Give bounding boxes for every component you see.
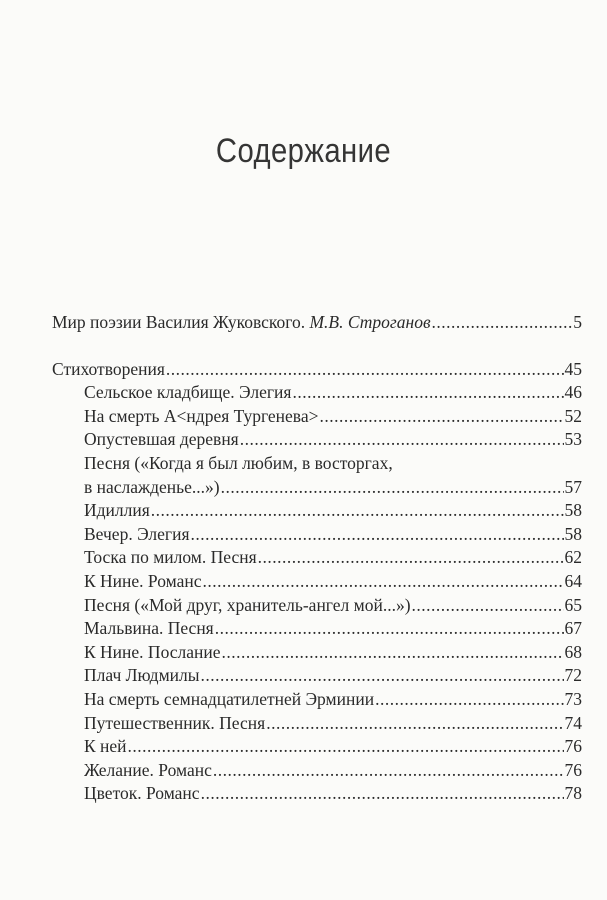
toc-entry-title-line1: Песня («Когда я был любим, в восторгах, [84,452,393,473]
toc-entry-title: К Нине. Послание [84,641,221,662]
toc-entry-title: Вечер. Элегия [84,523,190,544]
toc-entry-title: К ней [84,736,127,757]
leader-dots [213,759,564,783]
toc-entry-title: Желание. Романс [84,759,212,780]
toc-entry [84,523,582,547]
toc-entry [84,617,582,641]
leader-dots [412,594,564,618]
toc-entry-title: Тоска по милом. Песня [84,547,257,568]
toc-entry [84,688,582,712]
toc-entry-page: 72 [564,665,582,686]
toc-entry-title: Путешественник. Песня [84,712,266,733]
toc-entry-page: 53 [564,429,582,450]
toc-entry-page: 5 [573,312,582,332]
toc-entry [84,782,582,806]
toc-entry-page: 45 [564,358,582,379]
toc-entry-page: 67 [564,618,582,639]
leader-dots [151,499,564,523]
toc-entry [84,405,582,429]
toc-entry-title: На смерть семнадцатилетней Эрминии [84,688,375,709]
leader-dots [240,428,564,452]
toc-entry-page: 46 [564,382,582,403]
toc-entry-title: Сельское кладбище. Элегия [84,382,292,403]
leader-dots [292,381,563,405]
toc-entry-page: 76 [564,759,582,780]
toc-entry [84,570,582,594]
toc-entry [84,735,582,759]
leader-dots [166,358,564,382]
toc-entry-page: 64 [564,570,582,591]
toc-entry [84,594,582,618]
toc-section-heading [52,358,582,382]
leader-dots [258,546,564,570]
toc-entry-page: 57 [564,476,582,497]
toc-entry-title: Песня («Мой друг, хранитель-ангел мой...») [84,594,411,615]
toc-entry [84,664,582,688]
toc-entry-page: 58 [564,500,582,521]
toc-entry [84,499,582,523]
toc-entry-intro [52,311,582,335]
toc-entry [84,546,582,570]
toc-entry-page: 78 [564,783,582,804]
toc-entry-page: 58 [564,523,582,544]
leader-dots [203,570,564,594]
spacer [52,335,582,358]
leader-dots [191,523,564,547]
page-title: Содержание [215,132,392,170]
table-of-contents [52,311,582,806]
leader-dots [128,735,564,759]
toc-entry-page: 62 [564,547,582,568]
toc-entry-author: М.В. Строганов [309,312,431,332]
leader-dots [222,641,564,665]
toc-entry [84,381,582,405]
toc-entry-title: Цветок. Романс [84,783,200,804]
toc-entry-page: 68 [564,641,582,662]
toc-entry-page: 74 [564,712,582,733]
toc-entry [84,712,582,736]
toc-entry-title: К Нине. Романс [84,570,202,591]
toc-entry [84,759,582,783]
toc-entry-page: 73 [564,688,582,709]
leader-dots [319,405,563,429]
toc-entry-title: Мир поэзии Василия Жуковского. М.В. Строганов [52,312,431,332]
toc-entry-title: Плач Людмилы [84,665,200,686]
toc-entry-page: 52 [564,405,582,426]
toc-entry [84,476,582,500]
leader-dots [215,617,564,641]
toc-entry [84,428,582,452]
leader-dots [432,311,573,335]
toc-entry-title: Опустевшая деревня [84,429,239,450]
leader-dots [266,712,563,736]
leader-dots [201,782,564,806]
leader-dots [201,664,564,688]
toc-entry-title: Стихотворения [52,358,165,379]
toc-entry-title: в наслажденье...») [84,476,220,497]
toc-entry-title: Мальвина. Песня [84,618,214,639]
leader-dots [375,688,563,712]
toc-entry-page: 76 [564,736,582,757]
toc-entry-title: На смерть А<ндрея Тургенева> [84,405,319,426]
toc-entry-title: Идиллия [84,500,150,521]
toc-entry-page: 65 [564,594,582,615]
leader-dots [221,476,564,500]
toc-entry [84,641,582,665]
